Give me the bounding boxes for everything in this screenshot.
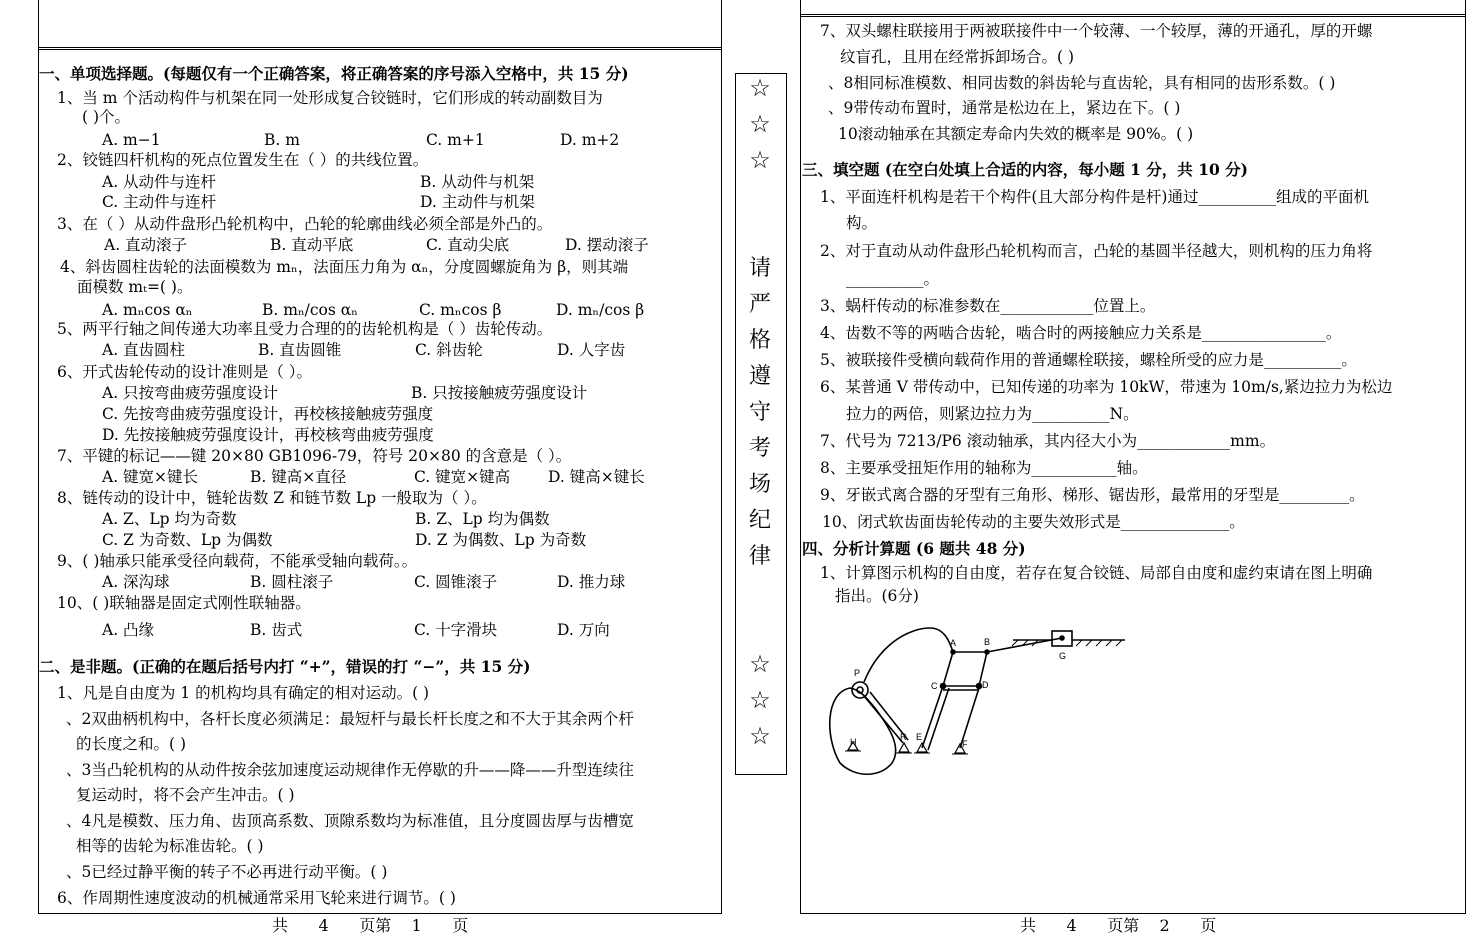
left-line-3: A. m−1: [102, 131, 161, 149]
discipline-char: 考: [748, 436, 771, 461]
left-line-16: D. 摆动滚子: [565, 236, 649, 254]
right-line-11: 4、齿数不等的两啮合齿轮，啮合时的两接触应力关系是________________。: [820, 324, 1342, 342]
label-e: E: [916, 732, 923, 742]
left-line-49: A. 凸缘: [102, 621, 155, 639]
left-line-44: A. 深沟球: [102, 573, 170, 591]
label-r: R: [900, 732, 907, 742]
right-line-6: 1、平面连杆机构是若干个构件(且大部分构件是杆)通过__________组成的平面机: [820, 188, 1369, 206]
label-f: F: [962, 739, 968, 749]
left-line-55: 、2双曲柄机构中，各杆长度必须满足：最短杆与最长杆长度之和不大于其余两个杆: [66, 710, 634, 728]
left-line-21: C. mₙcos β: [419, 301, 502, 319]
left-line-9: B. 从动件与机架: [420, 173, 535, 191]
left-line-27: D. 人字齿: [557, 341, 626, 359]
left-top-box: [38, 0, 722, 50]
left-line-28: 6、开式齿轮传动的设计准则是（ ）。: [57, 363, 313, 381]
label-b: B: [984, 637, 991, 647]
left-line-58: 复运动时，将不会产生冲击。( ): [76, 786, 295, 804]
left-line-50: B. 齿式: [250, 621, 303, 639]
star-icon: ☆: [749, 650, 771, 678]
left-line-22: D. mₙ/cos β: [556, 301, 645, 319]
left-line-54: 1、凡是自由度为 1 的机构均具有确定的相对运动。( ): [57, 684, 430, 702]
left-line-52: D. 万向: [557, 621, 610, 639]
left-line-13: A. 直动滚子: [104, 236, 188, 254]
left-line-2: ( )个。: [82, 108, 131, 126]
star-icon: ☆: [749, 74, 771, 102]
right-line-21: 指出。(6分): [835, 587, 919, 605]
left-line-6: D. m+2: [560, 131, 620, 149]
left-line-15: C. 直动尖底: [426, 236, 510, 254]
right-line-3: 、9带传动布置时，通常是松边在上，紧边在下。( ): [828, 99, 1181, 117]
discipline-char: 请: [748, 256, 771, 281]
left-line-42: D. Z 为偶数、Lp 为奇数: [415, 531, 587, 549]
left-line-59: 、4凡是模数、压力角、齿顶高系数、顶隙系数均为标准值，且分度圆齿厚与齿槽宽: [66, 812, 634, 830]
left-line-17: 4、斜齿圆柱齿轮的法面模数为 mₙ，法面压力角为 αₙ，分度圆螺旋角为 β，则其端: [60, 258, 629, 276]
left-line-29: A. 只按弯曲疲劳强度设计: [102, 384, 279, 402]
discipline-char: 纪: [748, 508, 771, 533]
label-a: A: [950, 638, 957, 648]
label-h: H: [850, 737, 857, 747]
discipline-char: 律: [748, 544, 771, 569]
right-line-14: 拉力的两倍，则紧边拉力为__________N。: [846, 405, 1139, 423]
left-line-53: 二、是非题。(正确的在题后括号内打 “+”，错误的打 “−”，共 15 分): [39, 657, 531, 676]
left-line-33: 7、平键的标记——键 20×80 GB1096-79，符号 20×80 的含意是（ ）。: [57, 447, 572, 465]
left-line-38: 8、链传动的设计中，链轮齿数 Z 和链节数 Lp 一般取为（ ）。: [57, 489, 487, 507]
discipline-char: 格: [748, 328, 771, 353]
right-line-0: 7、双头螺柱联接用于两被联接件中一个较薄、一个较厚，薄的开通孔，厚的开螺: [820, 22, 1373, 40]
left-line-24: A. 直齿圆柱: [102, 341, 186, 359]
left-line-14: B. 直动平底: [270, 236, 354, 254]
right-line-4: 10滚动轴承在其额定寿命内失效的概率是 90%。( ): [838, 125, 1194, 143]
label-p: P: [854, 668, 861, 678]
right-line-13: 6、某普通 V 带传动中，已知传递的功率为 10kW，带速为 10m/s,紧边拉力为松边: [820, 378, 1393, 396]
left-line-43: 9、( )轴承只能承受径向载荷，不能承受轴向载荷。。: [57, 552, 418, 570]
right-page-footer: 共 4 页第 2 页: [1020, 916, 1217, 935]
left-line-12: 3、在（ ）从动件盘形凸轮机构中，凸轮的轮廓曲线必须全部是外凸的。: [57, 215, 553, 233]
left-line-40: B. Z、Lp 均为偶数: [415, 510, 550, 528]
left-line-39: A. Z、Lp 均为奇数: [102, 510, 237, 528]
left-line-23: 5、两平行轴之间传递大功率且受力合理的的齿轮机构是（ ）齿轮传动。: [57, 320, 553, 338]
left-line-31: C. 先按弯曲疲劳强度设计，再校核接触疲劳强度: [102, 405, 434, 423]
left-line-26: C. 斜齿轮: [415, 341, 483, 359]
right-line-12: 5、被联接件受横向载荷作用的普通螺栓联接，螺栓所受的应力是__________。: [820, 351, 1357, 369]
star-icon: ☆: [749, 686, 771, 714]
right-line-7: 构。: [846, 214, 878, 232]
right-line-9: __________。: [846, 270, 940, 288]
left-line-30: B. 只按接触疲劳强度设计: [411, 384, 588, 402]
right-line-17: 9、牙嵌式离合器的牙型有三角形、梯形、锯齿形，最常用的牙型是_________。: [820, 486, 1365, 504]
left-line-45: B. 圆柱滚子: [250, 573, 334, 591]
label-g: G: [1059, 651, 1067, 661]
mechanism-diagram: [820, 618, 1140, 788]
right-line-5: 三、填空题 (在空白处填上合适的内容，每小题 1 分，共 10 分): [802, 160, 1249, 179]
left-line-1: 1、当 m 个活动构件与机架在同一处形成复合铰链时，它们形成的转动副数目为: [57, 89, 603, 107]
right-line-16: 8、主要承受扭矩作用的轴称为___________轴。: [820, 459, 1148, 477]
left-line-8: A. 从动件与连杆: [102, 173, 217, 191]
left-line-62: 6、作周期性速度波动的机械通常采用飞轮来进行调节。( ): [57, 889, 456, 907]
label-c: C: [931, 681, 938, 691]
left-line-46: C. 圆锥滚子: [414, 573, 498, 591]
left-line-18: 面模数 mₜ=( )。: [77, 278, 193, 296]
left-line-7: 2、铰链四杆机构的死点位置发生在（ ）的共线位置。: [57, 151, 429, 169]
left-line-47: D. 推力球: [557, 573, 626, 591]
left-line-34: A. 键宽×键长: [102, 468, 199, 486]
left-line-51: C. 十字滑块: [414, 621, 498, 639]
left-line-4: B. m: [264, 131, 300, 149]
left-line-20: B. mₙ/cos αₙ: [262, 301, 358, 319]
discipline-char: 严: [748, 292, 771, 317]
left-line-48: 10、( )联轴器是固定式刚性联轴器。: [57, 594, 311, 612]
left-line-61: 、5已经过静平衡的转子不必再进行动平衡。( ): [66, 863, 388, 881]
right-line-8: 2、对于直动从动件盘形凸轮机构而言，凸轮的基圆半径越大，则机构的压力角将: [820, 242, 1373, 260]
left-line-60: 相等的齿轮为标准齿轮。( ): [76, 837, 264, 855]
left-page-footer: 共 4 页第 1 页: [272, 916, 469, 935]
left-line-19: A. mₙcos αₙ: [102, 301, 193, 319]
right-line-19: 四、分析计算题 (6 题共 48 分): [802, 539, 1026, 558]
left-line-32: D. 先按接触疲劳强度设计，再校核弯曲疲劳强度: [102, 426, 434, 444]
star-icon: ☆: [749, 146, 771, 174]
right-line-10: 3、蜗杆传动的标准参数在____________位置上。: [820, 297, 1156, 315]
left-line-5: C. m+1: [426, 131, 485, 149]
left-line-56: 的长度之和。( ): [76, 735, 187, 753]
right-line-20: 1、计算图示机构的自由度，若存在复合铰链、局部自由度和虚约束请在图上明确: [820, 564, 1373, 582]
right-line-1: 纹盲孔，且用在经常拆卸场合。( ): [840, 48, 1075, 66]
discipline-char: 守: [748, 400, 771, 425]
left-line-0: 一、单项选择题。(每题仅有一个正确答案，将正确答案的序号添入空格中，共 15 分): [39, 64, 629, 83]
left-line-36: C. 键宽×键高: [414, 468, 511, 486]
left-line-35: B. 键高×直径: [250, 468, 347, 486]
right-line-2: 、8相同标准模数、相同齿数的斜齿轮与直齿轮，具有相同的齿形系数。( ): [828, 74, 1336, 92]
left-line-10: C. 主动件与连杆: [102, 193, 217, 211]
left-line-57: 、3当凸轮机构的从动件按余弦加速度运动规律作无停歇的升——降——升型连续往: [66, 761, 634, 779]
star-icon: ☆: [749, 722, 771, 750]
right-line-15: 7、代号为 7213/P6 滚动轴承，其内径大小为____________mm。: [820, 432, 1276, 450]
label-d: D: [982, 680, 989, 690]
discipline-char: 场: [748, 472, 771, 497]
left-line-25: B. 直齿圆锥: [258, 341, 342, 359]
right-line-18: 10、闭式软齿面齿轮传动的主要失效形式是______________。: [822, 513, 1245, 531]
left-line-37: D. 键高×键长: [548, 468, 645, 486]
left-line-41: C. Z 为奇数、Lp 为偶数: [102, 531, 273, 549]
star-icon: ☆: [749, 110, 771, 138]
left-line-11: D. 主动件与机架: [420, 193, 535, 211]
discipline-char: 遵: [748, 364, 771, 389]
